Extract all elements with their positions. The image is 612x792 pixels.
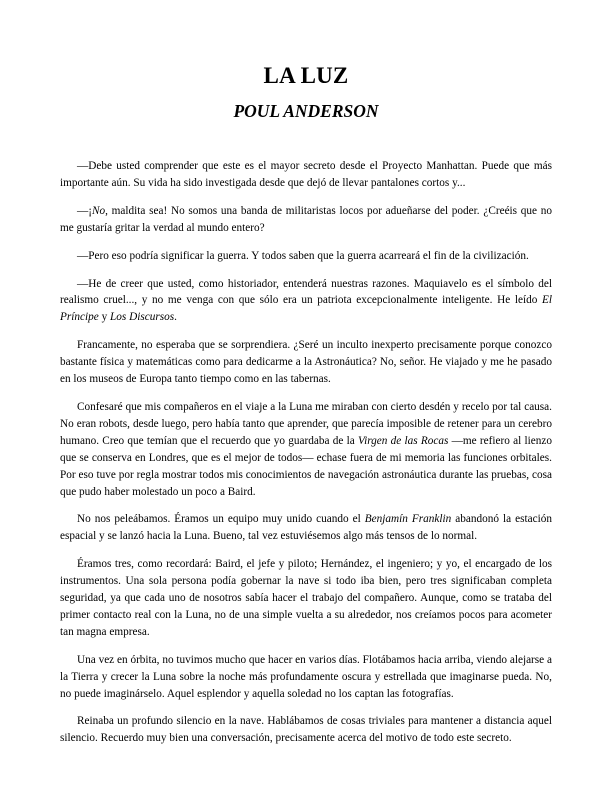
- italic-text: Los Discursos: [110, 311, 175, 324]
- body-paragraph: [60, 399, 552, 500]
- paragraph-text: .: [174, 311, 177, 324]
- body-paragraph: [60, 276, 552, 327]
- body-paragraph: [60, 713, 552, 747]
- italic-text: No: [92, 204, 106, 217]
- paragraph-text: Francamente, no esperaba que se sorprendiera. ¿Seré un inculto inexperto precisamente porque conozco bastante física y matemáticas como para dedicarme a la Astronáutica? No, señor. He viajado y me he pasado en los museos de Europa tanto tiempo como en las tabernas.: [60, 339, 552, 386]
- body-paragraph: [60, 203, 552, 237]
- body-paragraph: [60, 248, 552, 265]
- document-author: POUL ANDERSON: [233, 101, 379, 121]
- body-paragraph: [60, 158, 552, 192]
- paragraph-text: Éramos tres, como recordará: Baird, el jefe y piloto; Hernández, el ingeniero; y yo, el encargado de los instrumentos. Una sola persona podía gobernar la nave si todo iba bien, pero tres significaban completa seguridad, ya que cada uno de nosotros sabía hacer el trabajo del compañero. Aunque, como se trataba del primer contacto real con la Luna, no de una simple vuelta a su alrededor, nos creíamos pocos para acometer tan magna empresa.: [60, 558, 552, 638]
- italic-text: Benjamín Franklin: [364, 513, 452, 526]
- body-paragraph: [60, 652, 552, 703]
- paragraph-text: —He de creer que usted, como historiador, entenderá nuestras razones. Maquiavelo es el símbolo del realismo cruel..., y no me venga con que sólo era un patriota excepcionalmente inteligente. He leído: [60, 277, 552, 307]
- paragraph-text: abandonó la estación espacial y se lanzó hacia la Luna. Bueno, tal vez estuviésemos algo más tensos de lo normal.: [60, 513, 552, 543]
- paragraph-text: —me refiero al lienzo que se conserva en Londres, que es el mejor de todos— echase fuera de mi memoria las funciones orbitales. Por eso tuve por regla mostrar todos mis conocimientos de navegación astronáutica durante las pruebas, cosa que pudo haber molestado un poco a Baird.: [60, 434, 553, 498]
- body-paragraph: [60, 556, 552, 641]
- paragraph-text: Confesaré que mis compañeros en el viaje a la Luna me miraban con cierto desdén y recelo por tal causa. No eran robots, desde luego, pero había tanto que aprender, que parecía imposible de retener para un cerebro humano. Creo que temían que el recuerdo que yo guardaba de la: [60, 400, 552, 447]
- document-title: LA LUZ: [263, 63, 349, 88]
- italic-text: Virgen de las Rocas: [358, 434, 449, 447]
- paragraph-text: —¡: [77, 204, 92, 217]
- body-paragraph: [60, 337, 552, 388]
- paragraph-text: No nos peleábamos. Éramos un equipo muy unido cuando el: [77, 513, 365, 526]
- paragraph-text: y: [98, 311, 110, 324]
- document-body: [60, 158, 552, 758]
- paragraph-text: —Debe usted comprender que este es el mayor secreto desde el Proyecto Manhattan. Puede que más importante aún. Su vida ha sido investigada desde que dejó de llevar pantalones cortos y...: [60, 160, 552, 189]
- italic-text: El Príncipe: [60, 294, 552, 324]
- paragraph-text: Una vez en órbita, no tuvimos mucho que hacer en varios días. Flotábamos hacia arriba, viendo alejarse a la Tierra y crecer la Luna sobre la noche más profundamente oscura y estrellada que imaginarse pueda. No, no puede imaginárselo. Aquel esplendor y aquella soledad no los captan las fotografías.: [60, 653, 552, 700]
- body-paragraph: [60, 511, 552, 545]
- paragraph-text: —Pero eso podría significar la guerra. Y todos saben que la guerra acarreará el fin de la civilización.: [77, 249, 529, 262]
- paragraph-text: Reinaba un profundo silencio en la nave. Hablábamos de cosas triviales para mantener a distancia aquel silencio. Recuerdo muy bien una conversación, precisamente acerca del motivo de todo este secreto.: [60, 715, 552, 745]
- paragraph-text: , maldita sea! No somos una banda de militaristas locos por adueñarse del poder. ¿Creéis que no me gustaría gritar la verdad al mundo entero?: [60, 204, 552, 234]
